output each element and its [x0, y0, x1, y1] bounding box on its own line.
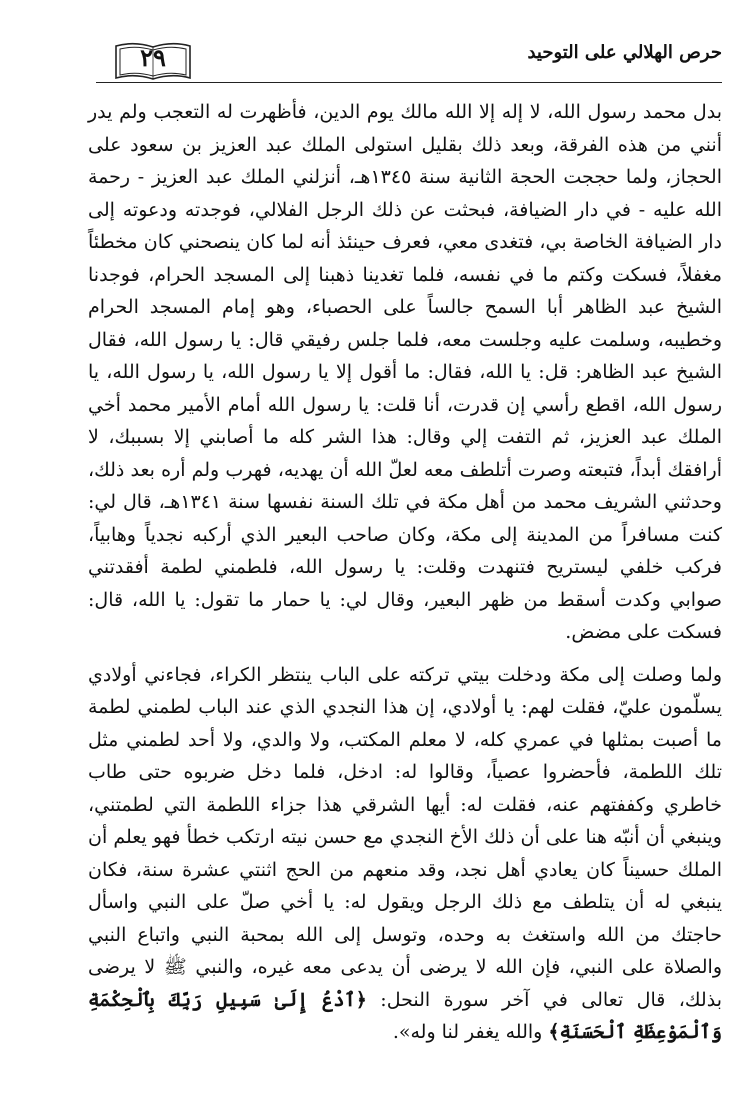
body-text	[88, 96, 722, 1049]
header-divider	[96, 82, 722, 83]
paragraph-text: ولما وصلت إلى مكة ودخلت بيتي تركته على الباب ينتظر الكراء، فجاءني أولادي يسلّمون عليّ، فقلت لهم: يا أولادي، إن هذا النجدي الذي عند الباب لطمني لطمة ما أصبت بمثلها في عمري كله، لا معلم المكتب، ولا والدي، ولا أحد لطمني مثل تلك اللطمة، فأحضروا عصياً، وقالوا له: ادخل، فلما دخل ضربوه حتى طاب خاطري وكففتهم عنه، فقلت له: أيها الشرقي هذا جزاء اللطمة التي لطمتني، وينبغي أن أنبّه هنا على أن ذلك الأخ النجدي مع حسن نيته ارتكب خطأ فهو يعلم أن الملك حسيناً كان يعادي أهل نجد، وقد منعهم من الحج اثنتي عشرة سنة، فكان ينبغي له أن يتلطف مع ذلك الرجل ويقول له: يا أخي صلّ على النبي واسأل حاجتك من الله واستغث به وحده، وتوسل إلى الله بمحبة النبي واتباع النبي والصلاة على النبي، فإن الله لا يرضى أن يدعى معه غيره، والنبي ﷺ لا يرضى بذلك، قال تعالى في آخر سورة النحل:	[88, 663, 722, 1011]
paragraph: بدل محمد رسول الله، لا إله إلا الله مالك يوم الدين، فأظهرت له التعجب ولم يدر أنني من هذه الفرقة، وبعد ذلك بقليل استولى الملك عبد العزيز بن سعود على الحجاز، ولما حججت الحجة الثانية سنة ١٣٤٥هـ، أنزلني الملك عبد العزيز - رحمة الله عليه - في دار الضيافة، فبحثت عن ذلك الرجل الفلالي، فوجدته ودعوته إلى دار الضيافة الخاصة بي، فتغدى معي، فعرف حينئذ أنه لما كان ينصحني كان مخطئاً مغفلاً، فسكت وكتم ما في نفسه، فلما تغدينا ذهبنا إلى المسجد الحرام، فوجدنا الشيخ عبد الظاهر أبا السمح جالساً على الحصباء، وهو إمام المسجد الحرام وخطيبه، وسلمت عليه وجلست معه، فلما جلس رفيقي قال: يا رسول الله، فقال الشيخ عبد الظاهر: قل: يا الله، فقال: ما أقول إلا يا رسول الله، يا رسول الله، يا رسول الله، اقطع رأسي إن قدرت، أنا قلت: يا رسول الله أمام الأمير محمد أخي الملك عبد العزيز، ثم التفت إلي وقال: هذا الشر كله ما أصابني إلا بسببك، لا أرافقك أبداً، فتبعته وصرت أتلطف معه لعلّ الله أن يهديه، فهرب ولم أره بعد ذلك، وحدثني الشريف محمد من أهل مكة في تلك السنة نفسها سنة ١٣٤١هـ، قال لي: كنت مسافراً من المدينة إلى مكة، وكان صاحب البعير الذي أركبه نجدياً وهابياً، فركب خلفي ليستريح فتنهدت وقلت: يا رسول الله، فلطمني لطمة أفقدتني صوابي وكدت أسقط من ظهر البعير، وقال لي: يا حمار ما تقول: يا الله، قال: فسكت على مضض.	[88, 101, 722, 643]
page-header	[96, 28, 722, 80]
page-number-badge	[112, 40, 194, 82]
paragraph	[88, 659, 722, 1049]
running-title: حرص الهلالي على التوحيد	[527, 42, 722, 63]
paragraph-text: والله يغفر لنا وله».	[392, 1021, 549, 1043]
quran-quote: ﴿ٱدْعُ إِلَىٰ سَبِيلِ رَبِّكَ بِٱلْحِكْمَةِ وَٱلْمَوْعِظَةِ ٱلْحَسَنَةِ﴾	[88, 988, 722, 1043]
page-number: ٢٩	[140, 43, 166, 72]
